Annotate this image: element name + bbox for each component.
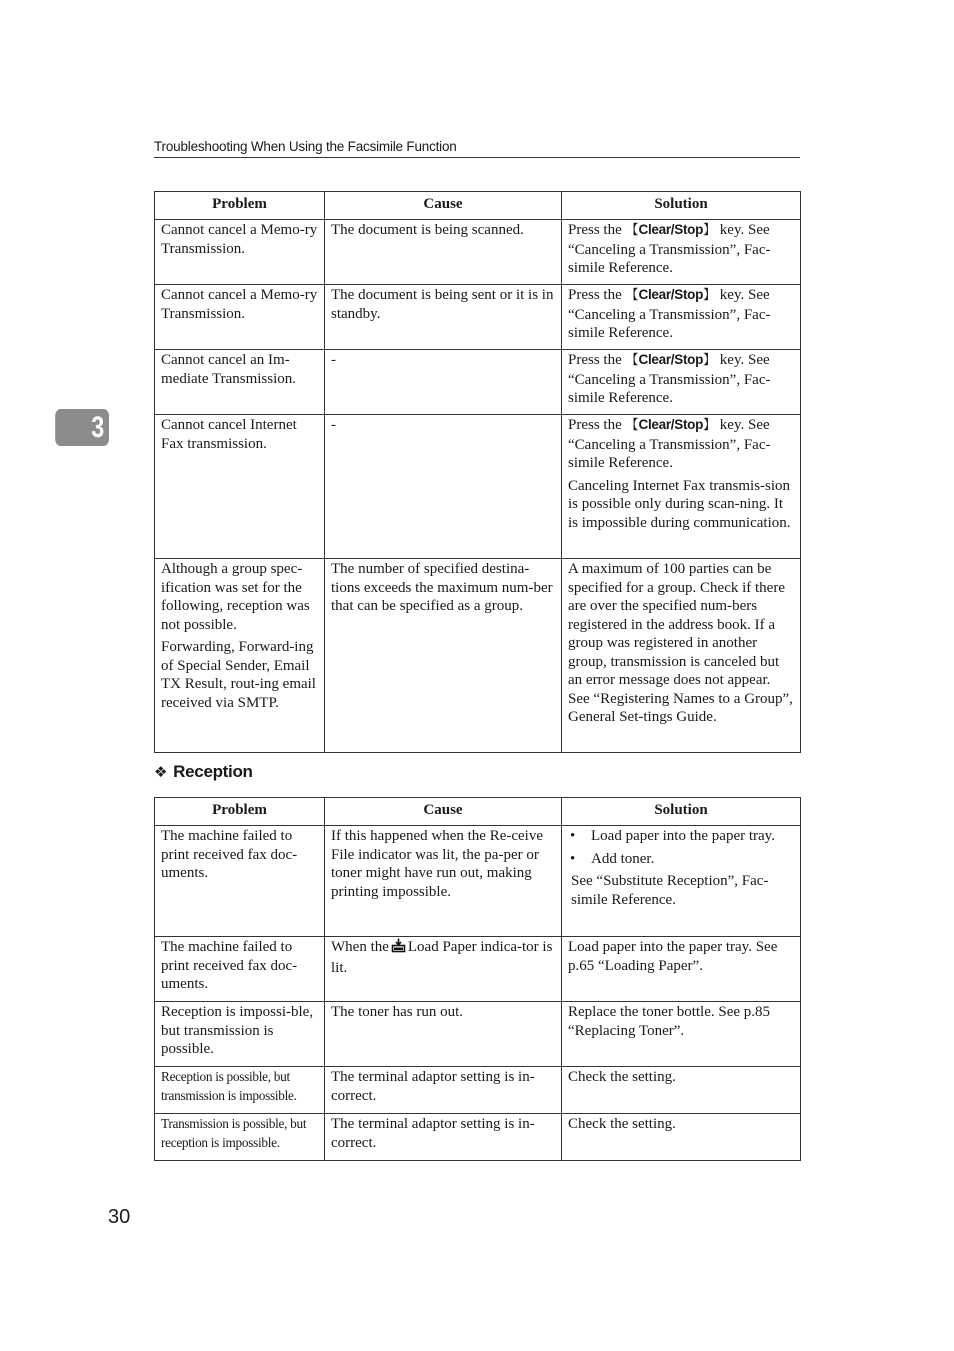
solution-text: key. See “Canceling a Transmission”, Fac-simile Reference. — [568, 352, 771, 406]
column-header-solution: Solution — [562, 798, 801, 826]
bullet-icon: • — [570, 850, 576, 867]
cause-cell: The document is being sent or it is in standby. — [325, 285, 562, 350]
column-header-problem: Problem — [155, 798, 325, 826]
solution-cell — [562, 415, 801, 559]
cause-cell: - — [325, 350, 562, 415]
table-row — [155, 350, 801, 415]
table-row — [155, 220, 801, 285]
solution-note: See “Substitute Reception”, Fac-simile Reference. — [571, 873, 769, 908]
solution-cell: Check the setting. — [562, 1114, 801, 1161]
table-row — [155, 559, 801, 753]
problem-cell: Cannot cancel a Memo-ry Transmission. — [155, 220, 325, 285]
solution-text: key. See “Canceling a Transmission”, Fac-simile Reference. — [568, 287, 771, 341]
table-row — [155, 415, 801, 559]
load-paper-icon — [391, 938, 406, 959]
solution-cell — [562, 285, 801, 350]
key-bracket-open: 【 — [625, 353, 639, 368]
table-row — [155, 1067, 801, 1114]
cause-text: When the — [331, 939, 389, 955]
reception-table — [154, 797, 801, 1161]
solution-cell: Replace the toner bottle. See p.85 “Replacing Toner”. — [562, 1002, 801, 1067]
problem-cell — [155, 559, 325, 753]
list-item — [568, 827, 794, 846]
cause-cell: The toner has run out. — [325, 1002, 562, 1067]
problem-cell: Reception is possible, but transmission is impossible. — [155, 1067, 325, 1114]
key-bracket-close: 】 — [703, 288, 717, 303]
column-header-problem: Problem — [155, 192, 325, 220]
solution-text: Press the — [568, 287, 626, 303]
cause-cell: The terminal adaptor setting is in-correct. — [325, 1067, 562, 1114]
table-header-row — [155, 192, 801, 220]
column-header-solution: Solution — [562, 192, 801, 220]
diamond-bullet-icon: ❖ — [154, 764, 168, 781]
key-bracket-close: 】 — [703, 418, 717, 433]
key-bracket-open: 【 — [625, 288, 639, 303]
clear-stop-key: Clear/Stop — [638, 287, 704, 302]
transmission-table — [154, 191, 801, 753]
solution-text: Press the — [568, 352, 626, 368]
problem-paragraph: Forwarding, Forward-ing of Special Sender, Email TX Result, rout-ing email received via SMTP. — [161, 639, 316, 711]
solution-cell: A maximum of 100 parties can be specified for a group. Check if there are over the specified num-bers registered in the address book. If a group was registered in another group, transmission is canceled but an error message does not appear. See “Registering Names to a Group”, General Set-tings Guide. — [562, 559, 801, 753]
cause-text: Load Paper indica-tor is lit. — [331, 939, 553, 976]
running-header: Troubleshooting When Using the Facsimile Function — [154, 139, 800, 158]
solution-cell: Check the setting. — [562, 1067, 801, 1114]
list-item — [568, 850, 794, 869]
problem-cell: Cannot cancel an Im-mediate Transmission. — [155, 350, 325, 415]
solution-text: Press the — [568, 222, 626, 238]
problem-cell: The machine failed to print received fax doc-uments. — [155, 826, 325, 937]
solution-bullet-list — [568, 827, 794, 868]
solution-text: key. See “Canceling a Transmission”, Fac-simile Reference. — [568, 222, 771, 276]
problem-cell: Transmission is possible, but reception is impossible. — [155, 1114, 325, 1161]
chapter-tab: 3 — [55, 409, 109, 446]
column-header-cause: Cause — [325, 798, 562, 826]
key-bracket-open: 【 — [625, 418, 639, 433]
key-bracket-close: 】 — [703, 223, 717, 238]
problem-cell: Cannot cancel Internet Fax transmission. — [155, 415, 325, 559]
solution-cell — [562, 826, 801, 937]
key-bracket-close: 】 — [703, 353, 717, 368]
solution-text: key. See “Canceling a Transmission”, Fac-simile Reference. — [568, 417, 771, 471]
problem-cell: Reception is impossi-ble, but transmission is possible. — [155, 1002, 325, 1067]
problem-cell: Cannot cancel a Memo-ry Transmission. — [155, 285, 325, 350]
table-row — [155, 1002, 801, 1067]
clear-stop-key: Clear/Stop — [638, 222, 704, 237]
bullet-icon: • — [570, 828, 576, 844]
problem-paragraph: Although a group spec-ification was set for the following, reception was not possible. — [161, 561, 310, 633]
table-row — [155, 937, 801, 1002]
cause-cell: The document is being scanned. — [325, 220, 562, 285]
cause-cell — [325, 937, 562, 1002]
solution-paragraph — [568, 416, 794, 473]
clear-stop-key: Clear/Stop — [638, 352, 704, 367]
table-row — [155, 826, 801, 937]
key-bracket-open: 【 — [625, 223, 639, 238]
page-number: 30 — [108, 1206, 131, 1228]
cause-cell: The terminal adaptor setting is in-correct. — [325, 1114, 562, 1161]
column-header-cause: Cause — [325, 192, 562, 220]
cause-cell: If this happened when the Re-ceive File indicator was lit, the pa-per or toner might have run out, making printing impossible. — [325, 826, 562, 937]
clear-stop-key: Clear/Stop — [638, 417, 704, 432]
table-row — [155, 285, 801, 350]
cause-cell: The number of specified destina-tions exceeds the maximum num-ber that can be specified as a group. — [325, 559, 562, 753]
solution-cell — [562, 350, 801, 415]
problem-cell: The machine failed to print received fax doc-uments. — [155, 937, 325, 1002]
solution-cell: Load paper into the paper tray. See p.65 “Loading Paper”. — [562, 937, 801, 1002]
solution-cell — [562, 220, 801, 285]
solution-text: Press the — [568, 417, 626, 433]
list-item-text: Load paper into the paper tray. — [591, 828, 775, 844]
cause-cell: - — [325, 415, 562, 559]
section-heading-reception — [154, 762, 253, 782]
section-heading-text: Reception — [173, 762, 253, 781]
table-header-row — [155, 798, 801, 826]
table-row — [155, 1114, 801, 1161]
solution-paragraph: Canceling Internet Fax transmis-sion is possible only during scan-ning. It is impossible during communication. — [568, 477, 791, 531]
list-item-text: Add toner. — [591, 850, 655, 867]
